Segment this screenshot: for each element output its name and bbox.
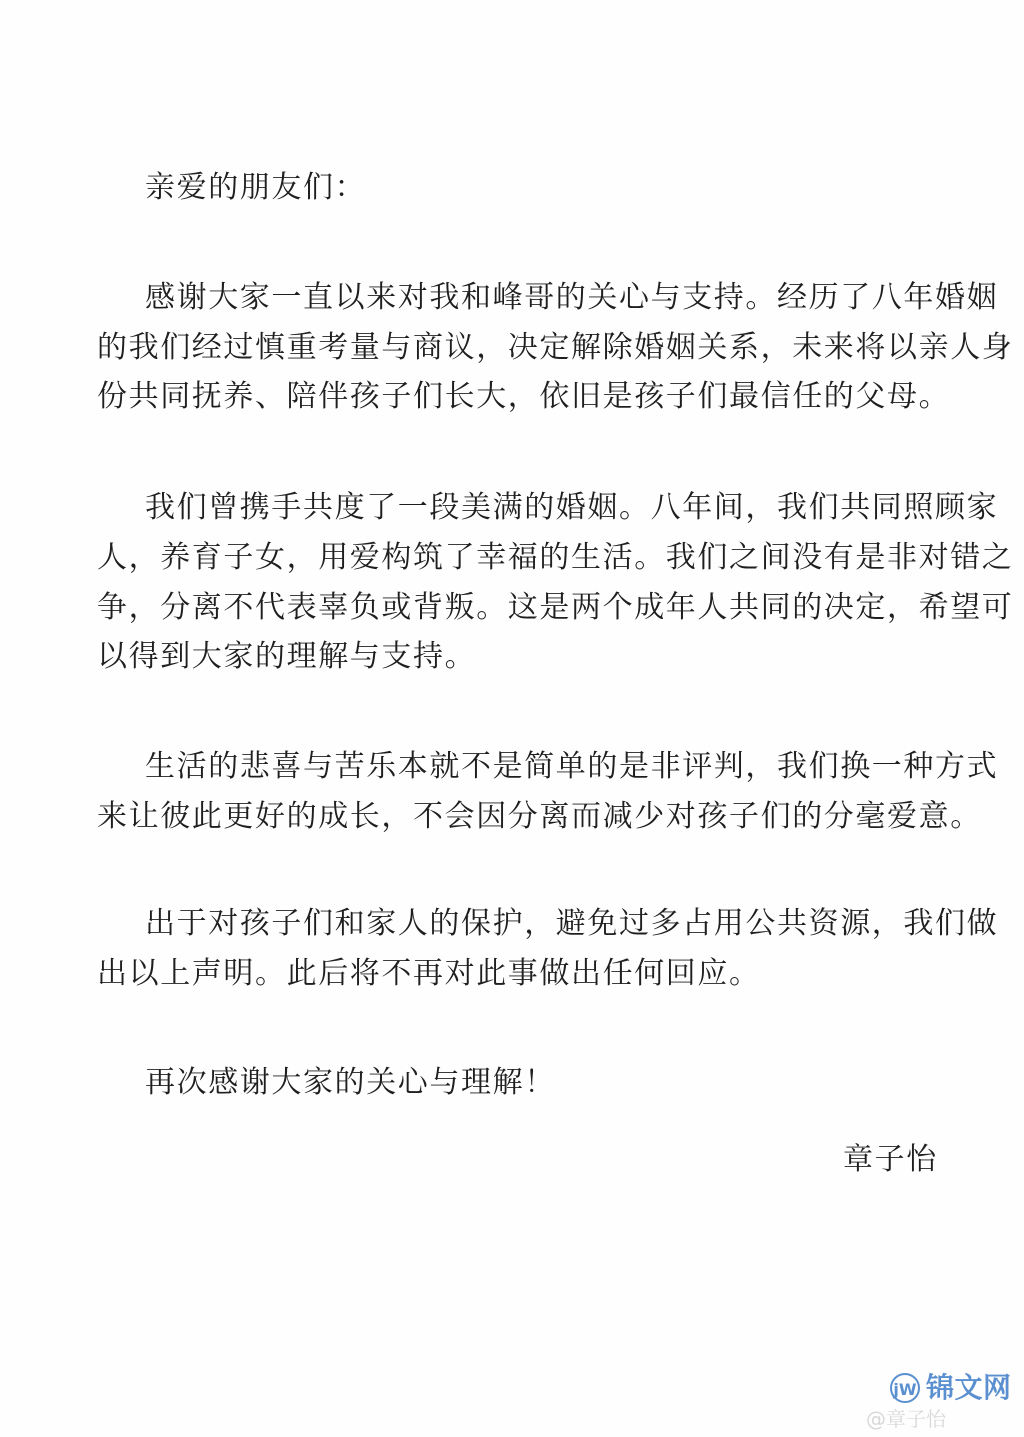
paragraph-1-line-1: 感谢大家一直以来对我和峰哥的关心与支持。经历了八年婚姻 — [145, 280, 999, 315]
paragraph-1-line-3: 份共同抚养、陪伴孩子们长大，依旧是孩子们最信任的父母。 — [97, 379, 951, 414]
greeting: 亲爱的朋友们： — [145, 170, 367, 205]
paragraph-4-line-2: 出以上声明。此后将不再对此事做出任何回应。 — [97, 956, 761, 991]
site-name: 锦文网 — [926, 1371, 1012, 1404]
paragraph-3-line-1: 生活的悲喜与苦乐本就不是简单的是非评判，我们换一种方式 — [145, 749, 999, 784]
paragraph-1-line-2: 的我们经过慎重考量与商议，决定解除婚姻关系，未来将以亲人身 — [97, 330, 1014, 365]
site-logo-icon: jW — [890, 1373, 920, 1403]
paragraph-2-line-1: 我们曾携手共度了一段美满的婚姻。八年间，我们共同照顾家 — [145, 490, 999, 525]
site-watermark — [866, 1373, 1016, 1431]
watermark-subtext: @章子怡 — [866, 1407, 946, 1431]
paragraph-2-line-4: 以得到大家的理解与支持。 — [97, 639, 477, 674]
paragraph-2-line-2: 人，养育子女，用爱构筑了幸福的生活。我们之间没有是非对错之 — [97, 540, 1014, 575]
signature: 章子怡 — [843, 1142, 938, 1177]
paragraph-3-line-2: 来让彼此更好的成长，不会因分离而减少对孩子们的分毫爱意。 — [97, 799, 982, 834]
closing-line: 再次感谢大家的关心与理解！ — [145, 1065, 556, 1100]
paragraph-4-line-1: 出于对孩子们和家人的保护，避免过多占用公共资源，我们做 — [145, 906, 999, 941]
paragraph-2-line-3: 争，分离不代表辜负或背叛。这是两个成年人共同的决定，希望可 — [97, 590, 1014, 625]
